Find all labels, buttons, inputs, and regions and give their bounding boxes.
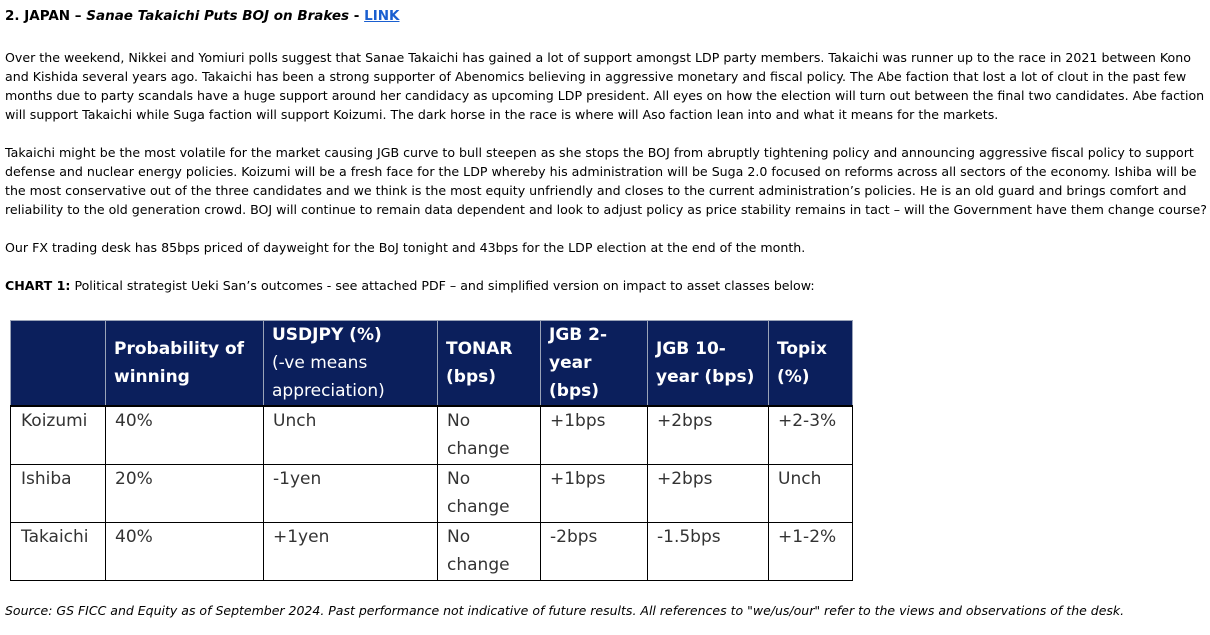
- heading-prefix: 2. JAPAN –: [5, 8, 87, 24]
- paragraph-candidates-outlook: Takaichi might be the most volatile for the market causing JGB curve to bull steepen as she stops the BOJ from abruptly tightening policy and announcing aggressive fiscal policy to support defense and nuclear energy policies. Koizumi will be a fresh face for the LDP whereby his administration will be Suga 2.0 focused on reforms across all sectors of the economy. Ishiba will be the most conservative out of the three candidates and we think is the most equity unfriendly and closes to the current administration’s policies. He is an old guard and brings comfort and reliability to the old generation crowd. BOJ will continue to remain data dependent and look to adjust policy as price stability remains in tact – will the Government have them change course?: [5, 145, 1207, 217]
- cell-usdjpy: Unch: [264, 406, 438, 465]
- header-usdjpy-title: USDJPY (%): [272, 325, 382, 345]
- header-jgb2: JGB 2-year (bps): [541, 321, 648, 407]
- cell-jgb2: +1bps: [541, 406, 648, 465]
- chart-caption-label: CHART 1:: [5, 278, 71, 293]
- cell-jgb2: +1bps: [541, 465, 648, 523]
- header-jgb10: JGB 10-year (bps): [648, 321, 769, 407]
- cell-jgb10: +2bps: [648, 465, 769, 523]
- cell-candidate: Takaichi: [11, 523, 106, 581]
- cell-topix: +2-3%: [769, 406, 853, 465]
- table-header-row: [11, 321, 853, 407]
- link[interactable]: LINK: [364, 8, 400, 24]
- chart-caption: [5, 276, 1208, 295]
- header-usdjpy-note: (-ve means appreciation): [272, 353, 385, 401]
- cell-topix: Unch: [769, 465, 853, 523]
- chart-caption-text: Political strategist Ueki San’s outcomes - see attached PDF – and simplified version on impact to asset classes below:: [70, 278, 815, 293]
- cell-jgb10: -1.5bps: [648, 523, 769, 581]
- paragraph-election-polls: Over the weekend, Nikkei and Yomiuri polls suggest that Sanae Takaichi has gained a lot of support amongst LDP party members. Takaichi was runner up to the race in 2021 between Kono and Kishida several years ago. Takaichi has been a strong supporter of Abenomics believing in aggressive monetary and fiscal policy. The Abe faction that lost a lot of clout in the past few months due to party scandals have a huge support around her candidacy as upcoming LDP president. All eyes on how the election will turn out between the final two candidates. Abe faction will support Takaichi while Suga faction will support Koizumi. The dark horse in the race is where will Aso faction lean into and what it means for the markets.: [5, 50, 1205, 122]
- header-usdjpy: [264, 321, 438, 407]
- cell-probability: 40%: [106, 406, 264, 465]
- outcomes-table: [10, 320, 853, 581]
- header-tonar: TONAR (bps): [438, 321, 541, 407]
- cell-tonar: No change: [438, 465, 541, 523]
- header-candidate: [11, 321, 106, 407]
- table-row: [11, 465, 853, 523]
- cell-tonar: No change: [438, 523, 541, 581]
- cell-jgb2: -2bps: [541, 523, 648, 581]
- table-row: [11, 406, 853, 465]
- cell-probability: 40%: [106, 523, 264, 581]
- table-row: [11, 523, 853, 581]
- cell-topix: +1-2%: [769, 523, 853, 581]
- heading-title: Sanae Takaichi Puts BOJ on Brakes: [86, 8, 350, 24]
- section-heading: [5, 8, 399, 24]
- source-note: Source: GS FICC and Equity as of September 2024. Past performance not indicative of future results. All references to "we/us/our" refer to the views and observations of the desk.: [5, 603, 1125, 618]
- header-topix: Topix (%): [769, 321, 853, 407]
- header-probability: Probability of winning: [106, 321, 264, 407]
- cell-candidate: Ishiba: [11, 465, 106, 523]
- cell-probability: 20%: [106, 465, 264, 523]
- cell-tonar: No change: [438, 406, 541, 465]
- cell-jgb10: +2bps: [648, 406, 769, 465]
- cell-usdjpy: -1yen: [264, 465, 438, 523]
- heading-separator: -: [349, 8, 365, 24]
- cell-candidate: Koizumi: [11, 406, 106, 465]
- paragraph-fx-desk: Our FX trading desk has 85bps priced of dayweight for the BoJ tonight and 43bps for the LDP election at the end of the month.: [5, 240, 806, 255]
- cell-usdjpy: +1yen: [264, 523, 438, 581]
